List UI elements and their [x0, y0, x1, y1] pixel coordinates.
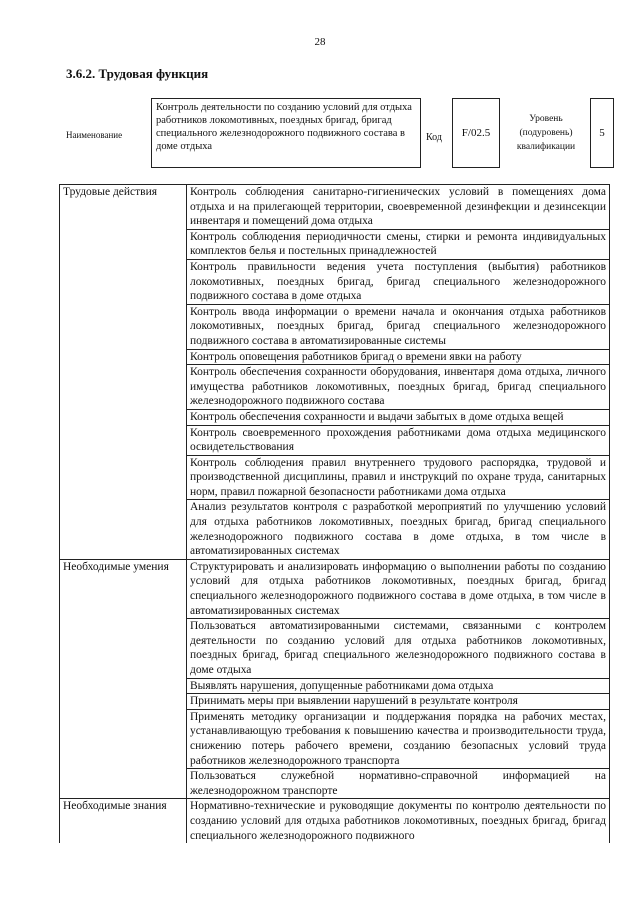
- skill-item: Применять методику организации и поддержания порядка на рабочих местах, устанавливающую требования к повышению качества и производительности труда, снижению потерь рабочего времени, созданию безопасных условий труда работников железнодорожного транспорта: [187, 709, 610, 768]
- labor-action-item: Контроль обеспечения сохранности оборудования, инвентаря дома отдыха, личного имущества работников локомотивных, поездных бригад, бригад специального железнодорожного подвижного состава: [187, 365, 610, 410]
- knowledge-label: Необходимые знания: [60, 799, 187, 843]
- skill-item: Выявлять нарушения, допущенные работниками дома отдыха: [187, 678, 610, 694]
- labor-action-item: Контроль ввода информации о времени начала и окончания отдыха работников локомотивных, поездных бригад, бригад специального железнодорожного подвижного состава в автоматизированные системы: [187, 304, 610, 349]
- function-code-value: F/02.5: [452, 98, 500, 168]
- labor-action-item: Контроль соблюдения санитарно-гигиенических условий в помещениях дома отдыха и на прилегающей территории, своевременной дезинфекции и дезинсекции инвентаря и помещений дома отдыха: [187, 185, 610, 230]
- table-row: [60, 799, 610, 843]
- table-row: [60, 185, 610, 230]
- labor-action-item: Контроль соблюдения правил внутреннего трудового распорядка, трудовой и производственной дисциплины, правил и инструкций по охране труда, санитарных норм, правил пожарной безопасности работниками дома отдыха: [187, 455, 610, 500]
- skill-item: Принимать меры при выявлении нарушений в результате контроля: [187, 694, 610, 710]
- skill-item: Пользоваться служебной нормативно-справочной информацией на железнодорожном транспорте: [187, 769, 610, 799]
- labor-action-item: Контроль обеспечения сохранности и выдачи забытых в доме отдыха вещей: [187, 409, 610, 425]
- skill-item: Пользоваться автоматизированными системами, связанными с контролем деятельности по созданию условий для отдыха работников локомотивных, поездных бригад, бригад специального железнодорожного подвижного состава в доме отдыха: [187, 619, 610, 678]
- table-row: [60, 559, 610, 618]
- labor-action-item: Контроль соблюдения периодичности смены, стирки и ремонта индивидуальных комплектов белья и постельных принадлежностей: [187, 229, 610, 259]
- function-details-table: [59, 184, 610, 843]
- function-name-value: Контроль деятельности по созданию условий для отдыха работников локомотивных, поездных бригад, бригад специального железнодорожного подвижного состава в доме отдыха: [151, 98, 421, 168]
- labor-action-item: Анализ результатов контроля с разработкой мероприятий по улучшению условий для отдыха работников локомотивных, поездных бригад, бригад специального железнодорожного подвижного состава в доме отдыха, в том числе в автоматизированных системах: [187, 500, 610, 559]
- labor-action-item: Контроль своевременного прохождения работниками дома отдыха медицинского освидетельствования: [187, 425, 610, 455]
- name-label: Наименование: [66, 130, 123, 140]
- labor-actions-label: Трудовые действия: [60, 185, 187, 560]
- labor-action-item: Контроль правильности ведения учета поступления (выбытия) работников локомотивных, поездных бригад, бригад специального железнодорожного подвижного состава в доме отдыха: [187, 259, 610, 304]
- skill-item: Структурировать и анализировать информацию о выполнении работы по созданию условий для отдыха работников локомотивных, поездных бригад, бригад специального железнодорожного подвижного состава в доме отдыха, в том числе в автоматизированных системах: [187, 559, 610, 618]
- page-number: 28: [314, 36, 326, 48]
- knowledge-item: Нормативно-технические и руководящие документы по контролю деятельности по созданию условий для отдыха работников локомотивных, поездных бригад, бригад специального железнодорожного подвижного: [187, 799, 610, 843]
- qualification-level-value: 5: [590, 98, 614, 168]
- skills-label: Необходимые умения: [60, 559, 187, 799]
- code-label: Код: [426, 132, 442, 143]
- labor-action-item: Контроль оповещения работников бригад о времени явки на работу: [187, 349, 610, 365]
- section-title: 3.6.2. Трудовая функция: [66, 66, 209, 81]
- qualification-level-label: Уровень (подуровень) квалификации: [516, 114, 576, 152]
